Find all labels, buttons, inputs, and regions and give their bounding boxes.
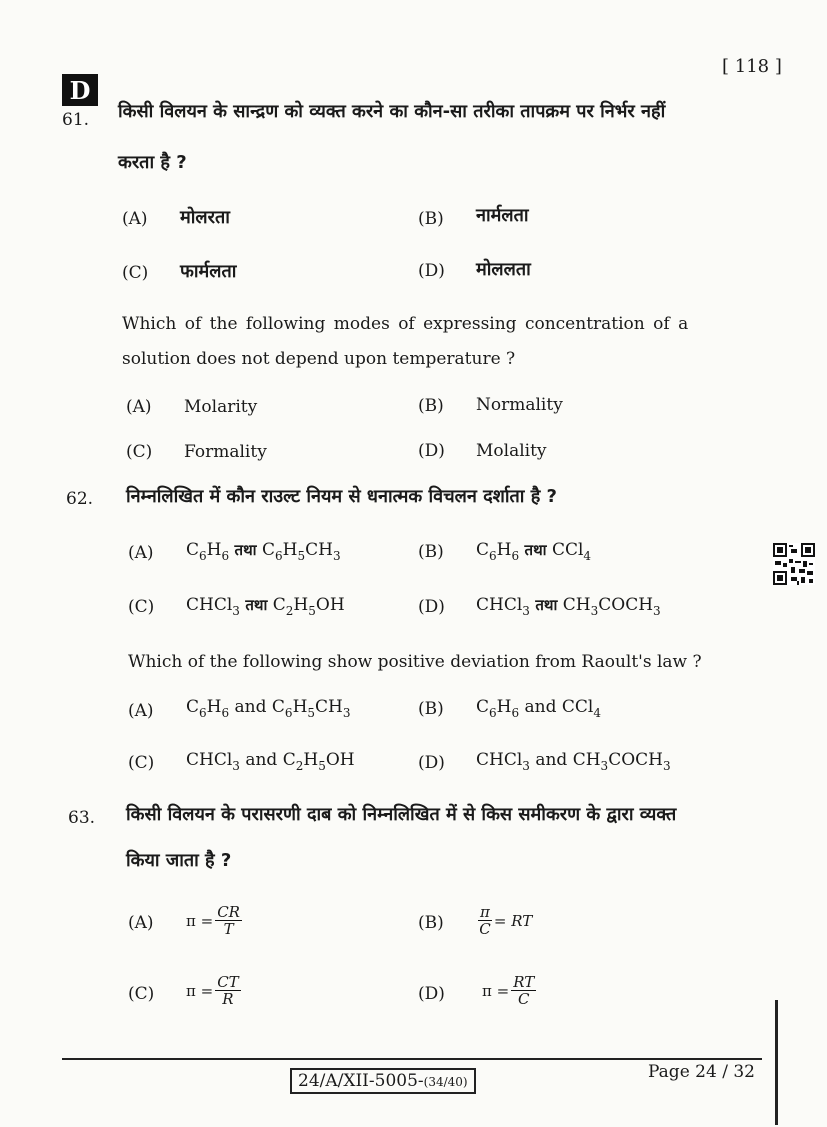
question-61-english-line1: Which of the following modes of expressing concentration of a <box>122 314 689 334</box>
q61-hi-option-b-text: नार्मलता <box>476 205 529 226</box>
question-63-hindi-line2: किया जाता है ? <box>126 850 232 871</box>
q62-en-option-a-label: (A) <box>128 701 154 721</box>
q63-d-lhs: π = <box>482 981 510 1000</box>
q62-hi-option-c-formula: CHCl$_3$ तथा $C_2H_5OH$ <box>186 595 345 618</box>
q63-a-num: CR <box>217 903 240 921</box>
q61-hi-option-a-label: (A) <box>122 209 148 229</box>
question-62-english-text: Which of the following show positive deviation from Raoult's law ? <box>128 652 702 672</box>
q61-en-option-d-text: Molality <box>476 441 547 461</box>
q62-en-option-a-formula: $C_6H_6$ and $C_6H_5CH_3$ <box>186 697 351 720</box>
q61-hi-option-a-text: मोलरता <box>180 207 230 228</box>
q63-option-a-equation <box>186 904 242 937</box>
question-63-hindi-line1: किसी विलयन के परासरणी दाब को निम्नलिखित में से किस समीकरण के द्वारा व्यक्त <box>126 804 677 825</box>
q63-option-d-equation <box>482 974 536 1007</box>
q63-option-b-label: (B) <box>418 913 444 933</box>
q62-en-c-join: and <box>245 750 278 770</box>
question-62-number: 62. <box>66 489 94 509</box>
question-62-hindi-text: निम्नलिखित में कौन राउल्ट नियम से धनात्मक विचलन दर्शाता है ? <box>126 486 557 507</box>
page-indicator: Page 24 / 32 <box>648 1062 755 1082</box>
q62-hi-a-join: तथा <box>234 541 257 559</box>
q61-en-option-c-text: Formality <box>184 442 267 462</box>
q63-d-den: C <box>517 990 530 1008</box>
q62-hi-option-b-formula: $C_6H_6$ तथा CCl$_4$ <box>476 540 592 563</box>
q63-d-num: RT <box>513 973 535 991</box>
q62-en-option-d-formula: CHCl$_3$ and $CH_3COCH_3$ <box>476 750 671 773</box>
q63-c-num: CT <box>217 973 239 991</box>
q62-hi-option-a-label: (A) <box>128 543 154 563</box>
q62-hi-option-d-label: (D) <box>418 597 445 617</box>
q63-b-num: π <box>480 903 490 921</box>
q62-en-option-b-label: (B) <box>418 699 444 719</box>
q62-en-b-join: and <box>524 697 557 717</box>
q62-en-option-c-formula: CHCl$_3$ and $C_2H_5OH$ <box>186 750 355 773</box>
question-61-hindi-line2: करता है ? <box>118 152 187 173</box>
q61-en-option-a-label: (A) <box>126 397 152 417</box>
q61-hi-option-b-label: (B) <box>418 209 444 229</box>
q63-a-fraction <box>215 904 242 937</box>
q63-option-c-label: (C) <box>128 984 155 1004</box>
q63-a-lhs: π = <box>186 911 214 930</box>
q62-hi-option-b-label: (B) <box>418 542 444 562</box>
q62-en-option-b-formula: $C_6H_6$ and CCl$_4$ <box>476 697 601 720</box>
q63-option-c-equation <box>186 974 241 1007</box>
question-61-hindi-line1: किसी विलयन के सान्द्रण को व्यक्त करने का कौन-सा तरीका तापक्रम पर निर्भर नहीं <box>118 101 666 122</box>
q61-hi-option-d-text: मोललता <box>476 259 531 280</box>
q62-hi-option-c-label: (C) <box>128 597 155 617</box>
q61-en-option-b-text: Normality <box>476 395 563 415</box>
paper-code <box>290 1068 476 1094</box>
question-61-english-line2: solution does not depend upon temperature ? <box>122 349 516 369</box>
q61-hi-option-c-text: फार्मलता <box>180 261 237 282</box>
q62-hi-d-join: तथा <box>535 596 558 614</box>
q62-hi-option-d-formula: CHCl$_3$ तथा $CH_3COCH_3$ <box>476 595 661 618</box>
set-badge: D <box>62 74 98 106</box>
q61-en-option-a-text: Molarity <box>184 397 258 417</box>
margin-line <box>775 1000 778 1125</box>
q62-en-a-join: and <box>234 697 267 717</box>
q63-d-fraction <box>511 974 536 1007</box>
q62-hi-option-a-formula: $C_6H_6$ तथा $C_6H_5CH_3$ <box>186 540 341 563</box>
paper-code-suffix: (34/40) <box>423 1075 468 1089</box>
q61-en-option-c-label: (C) <box>126 442 153 462</box>
qr-code-icon <box>773 543 815 585</box>
q63-c-lhs: π = <box>186 981 214 1000</box>
question-61-number: 61. <box>62 110 90 130</box>
q61-hi-option-d-label: (D) <box>418 261 445 281</box>
q63-a-den: T <box>223 920 234 938</box>
q63-option-a-label: (A) <box>128 913 154 933</box>
q63-b-den: C <box>479 920 491 938</box>
q62-en-d-join: and <box>535 750 568 770</box>
q63-option-b-equation <box>478 904 532 937</box>
footer-divider <box>62 1058 762 1060</box>
q62-en-option-d-label: (D) <box>418 753 445 773</box>
q61-en-option-b-label: (B) <box>418 396 444 416</box>
q63-b-fraction <box>478 904 492 937</box>
q63-c-fraction <box>215 974 240 1007</box>
q62-hi-b-join: तथा <box>524 541 547 559</box>
q62-hi-c-join: तथा <box>245 596 268 614</box>
q63-c-den: R <box>222 990 234 1008</box>
q61-en-option-d-label: (D) <box>418 441 445 461</box>
q63-b-rhs: = RT <box>493 911 533 930</box>
page-number: [ 118 ] <box>722 56 782 77</box>
question-63-number: 63. <box>68 808 96 828</box>
q63-option-d-label: (D) <box>418 984 445 1004</box>
paper-code-main: 24/A/XII-5005- <box>298 1071 424 1091</box>
q61-hi-option-c-label: (C) <box>122 263 149 283</box>
q62-en-option-c-label: (C) <box>128 753 155 773</box>
